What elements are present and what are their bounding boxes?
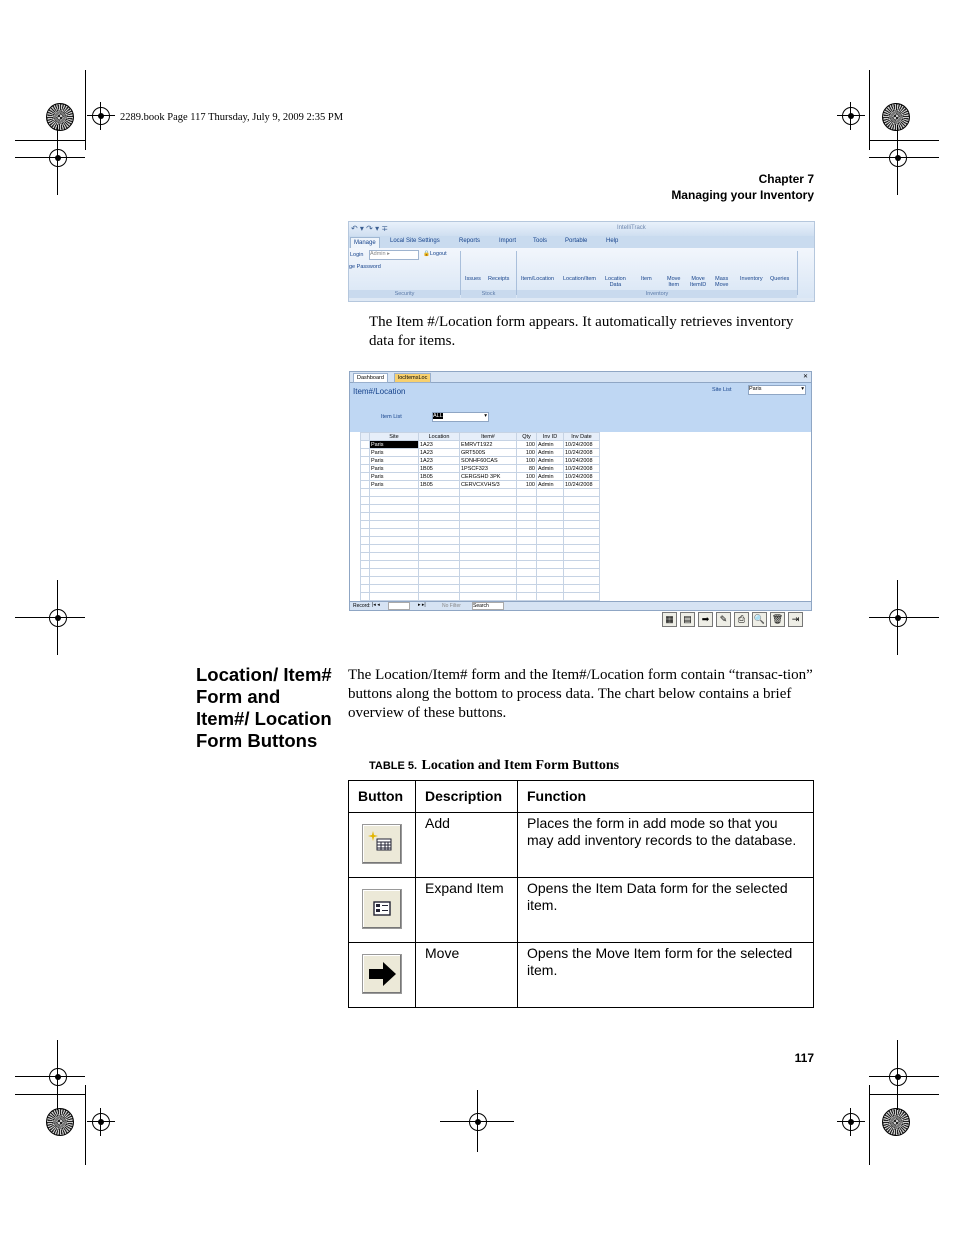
- grid-cell[interactable]: Admin: [537, 465, 564, 473]
- edit-button[interactable]: [716, 612, 731, 627]
- empty-cell: [419, 521, 460, 529]
- empty-cell: [370, 505, 419, 513]
- empty-cell: [537, 529, 564, 537]
- record-label: Record:: [353, 603, 371, 609]
- table-row[interactable]: [361, 465, 600, 473]
- chapter-title: Managing your Inventory: [671, 188, 814, 202]
- ribbon-tabs: [349, 236, 814, 248]
- table-number: TABLE 5.: [369, 760, 418, 772]
- form-tabs: [350, 372, 811, 383]
- empty-row: [361, 529, 600, 537]
- empty-cell: [361, 497, 370, 505]
- row-selector[interactable]: [361, 457, 370, 465]
- running-header: [671, 172, 814, 202]
- move-arrow-icon: ➡: [701, 614, 710, 624]
- empty-cell: [517, 561, 537, 569]
- grid-cell[interactable]: 1B05: [419, 465, 460, 473]
- item-list-label: Item List: [381, 414, 402, 420]
- empty-row: [361, 569, 600, 577]
- inventory-button[interactable]: Inventory: [740, 276, 763, 282]
- empty-cell: [517, 489, 537, 497]
- function-cell: Opens the Item Data form for the selected item.: [518, 878, 814, 943]
- chevron-down-icon: ▾: [801, 386, 804, 392]
- empty-cell: [517, 569, 537, 577]
- table-row[interactable]: [361, 481, 600, 489]
- empty-cell: [361, 489, 370, 497]
- empty-cell: [537, 577, 564, 585]
- empty-row: [361, 553, 600, 561]
- empty-cell: [564, 593, 600, 601]
- ribbon-title-bar: [349, 222, 814, 236]
- function-cell: Places the form in add mode so that you may add inventory records to the database.: [518, 813, 814, 878]
- item-location-button[interactable]: Item/Location: [521, 276, 555, 282]
- password-label: ge Password: [349, 264, 381, 270]
- table-row: [349, 878, 814, 943]
- description-cell: Move: [416, 943, 518, 1008]
- ribbon-group-inventory: Inventory: [517, 290, 797, 298]
- column-header[interactable]: Qty: [517, 433, 537, 441]
- ribbon-tab-import[interactable]: Import: [499, 238, 517, 244]
- empty-cell: [370, 489, 419, 497]
- empty-cell: [361, 561, 370, 569]
- empty-cell: [564, 537, 600, 545]
- empty-cell: [460, 537, 517, 545]
- empty-cell: [564, 513, 600, 521]
- grid-cell[interactable]: EMRVT1922: [460, 441, 517, 449]
- empty-cell: [460, 593, 517, 601]
- table-title: Location and Item Form Buttons: [421, 758, 620, 773]
- grid-cell[interactable]: Paris: [370, 457, 419, 465]
- empty-cell: [517, 545, 537, 553]
- empty-cell: [419, 577, 460, 585]
- empty-cell: [370, 497, 419, 505]
- empty-cell: [517, 497, 537, 505]
- empty-cell: [460, 489, 517, 497]
- header-button: Button: [349, 781, 416, 813]
- empty-cell: [361, 521, 370, 529]
- section-heading: Location/ Item# Form and Item#/ Location Form Buttons: [196, 664, 332, 751]
- queries-button[interactable]: Queries: [770, 276, 790, 282]
- grid-cell[interactable]: CERGSHD 3PK: [460, 473, 517, 481]
- empty-row: [361, 489, 600, 497]
- empty-cell: [361, 585, 370, 593]
- grid-cell[interactable]: SONHF60CAS: [460, 457, 517, 465]
- empty-cell: [370, 553, 419, 561]
- row-selector[interactable]: [361, 441, 370, 449]
- search-box[interactable]: Search: [472, 602, 504, 610]
- column-header[interactable]: Location: [419, 433, 460, 441]
- grid-cell[interactable]: 10/24/2008: [564, 481, 600, 489]
- tab-dashboard[interactable]: Dashboard: [353, 373, 388, 383]
- empty-row: [361, 561, 600, 569]
- row-selector[interactable]: [361, 465, 370, 473]
- empty-cell: [460, 577, 517, 585]
- trash-icon: 🗑: [771, 614, 784, 624]
- empty-row: [361, 545, 600, 553]
- empty-cell: [517, 553, 537, 561]
- grid-cell[interactable]: 10/24/2008: [564, 441, 600, 449]
- grid-cell[interactable]: Admin: [537, 457, 564, 465]
- delete-button[interactable]: [770, 612, 785, 627]
- table-row[interactable]: [361, 441, 600, 449]
- empty-cell: [564, 577, 600, 585]
- add-icon: ▦: [665, 614, 674, 624]
- site-list-label: Site List: [712, 387, 732, 393]
- empty-cell: [537, 521, 564, 529]
- table-row[interactable]: [361, 457, 600, 465]
- move-arrow-icon: [362, 954, 402, 994]
- location-data-button[interactable]: Location Data: [605, 276, 626, 288]
- empty-cell: [419, 537, 460, 545]
- empty-cell: [460, 497, 517, 505]
- chevron-down-icon: ▾: [484, 413, 487, 419]
- datasheet-header-row: [361, 433, 600, 441]
- site-list-select[interactable]: Paris ▾: [748, 385, 806, 395]
- grid-cell[interactable]: Paris: [370, 481, 419, 489]
- table-row: [349, 813, 814, 878]
- grid-cell[interactable]: CERVCXVHS/3: [460, 481, 517, 489]
- empty-cell: [460, 545, 517, 553]
- empty-cell: [564, 529, 600, 537]
- grid-cell[interactable]: 10/24/2008: [564, 473, 600, 481]
- button-cell: [349, 943, 416, 1008]
- first-record-icon[interactable]: |◂ ◂: [372, 602, 380, 608]
- lock-icon: 🔒: [423, 251, 430, 257]
- empty-cell: [517, 585, 537, 593]
- expand-item-icon: [362, 889, 402, 929]
- empty-row: [361, 537, 600, 545]
- column-header[interactable]: Inv ID: [537, 433, 564, 441]
- logout-button[interactable]: 🔒Logout: [423, 251, 447, 257]
- empty-cell: [419, 585, 460, 593]
- empty-cell: [460, 529, 517, 537]
- empty-cell: [460, 561, 517, 569]
- column-header[interactable]: Inv Date: [564, 433, 600, 441]
- empty-cell: [564, 497, 600, 505]
- grid-cell[interactable]: Paris: [370, 473, 419, 481]
- grid-cell[interactable]: 100: [517, 441, 537, 449]
- empty-cell: [564, 505, 600, 513]
- empty-cell: [419, 497, 460, 505]
- empty-row: [361, 513, 600, 521]
- empty-cell: [537, 561, 564, 569]
- grid-cell[interactable]: 1PSCF323: [460, 465, 517, 473]
- receipts-button[interactable]: Receipts: [488, 276, 510, 282]
- mass-move-button[interactable]: Mass Move: [715, 276, 729, 288]
- empty-row: [361, 577, 600, 585]
- empty-row: [361, 497, 600, 505]
- empty-cell: [460, 505, 517, 513]
- description-cell: Add: [416, 813, 518, 878]
- intro-paragraph: The Item #/Location form appears. It automatically retrieves inventory data for items.: [369, 314, 794, 349]
- empty-cell: [537, 593, 564, 601]
- empty-cell: [370, 521, 419, 529]
- login-label: Login: [350, 252, 364, 258]
- table-row[interactable]: [361, 449, 600, 457]
- column-header[interactable]: Site: [370, 433, 419, 441]
- table-row: [349, 943, 814, 1008]
- empty-cell: [537, 497, 564, 505]
- empty-cell: [537, 553, 564, 561]
- preview-button[interactable]: [752, 612, 767, 627]
- button-cell: [349, 878, 416, 943]
- grid-cell[interactable]: 100: [517, 449, 537, 457]
- empty-cell: [419, 545, 460, 553]
- item-button[interactable]: Item: [641, 276, 652, 282]
- ribbon-screenshot: [348, 221, 815, 302]
- grid-cell[interactable]: Admin: [537, 449, 564, 457]
- empty-cell: [370, 593, 419, 601]
- empty-cell: [361, 593, 370, 601]
- empty-cell: [361, 513, 370, 521]
- empty-cell: [361, 529, 370, 537]
- empty-cell: [537, 545, 564, 553]
- empty-cell: [370, 577, 419, 585]
- item-list-select[interactable]: ALL ▾: [432, 412, 489, 422]
- add-button[interactable]: [662, 612, 677, 627]
- empty-cell: [517, 505, 537, 513]
- empty-cell: [419, 489, 460, 497]
- empty-row: [361, 593, 600, 601]
- ribbon-tab-tools[interactable]: Tools: [533, 238, 548, 244]
- datasheet-grid: [350, 432, 811, 602]
- empty-cell: [537, 505, 564, 513]
- tab-locitemsloc[interactable]: locItemsLoc: [394, 373, 431, 383]
- next-record-icon[interactable]: ▸ ▸|: [418, 602, 426, 608]
- print-slug: 2289.book Page 117 Thursday, July 9, 2009 2:35 PM: [120, 112, 344, 123]
- row-selector[interactable]: [361, 473, 370, 481]
- quick-access-toolbar: ↶ ▾ ↷ ▾ ∓: [351, 224, 389, 233]
- grid-cell[interactable]: 100: [517, 473, 537, 481]
- chapter-label: Chapter 7: [758, 172, 814, 186]
- empty-cell: [419, 529, 460, 537]
- empty-cell: [460, 585, 517, 593]
- grid-cell[interactable]: Admin: [537, 473, 564, 481]
- printer-icon: ⎙: [737, 614, 746, 624]
- empty-cell: [537, 537, 564, 545]
- ribbon-group-security: Security: [349, 290, 460, 298]
- empty-cell: [537, 489, 564, 497]
- empty-cell: [564, 553, 600, 561]
- grid-cell[interactable]: Paris: [370, 449, 419, 457]
- empty-cell: [370, 545, 419, 553]
- exit-button[interactable]: [788, 612, 803, 627]
- empty-cell: [564, 545, 600, 553]
- button-cell: [349, 813, 416, 878]
- buttons-table: [348, 780, 814, 1008]
- move-itemid-button[interactable]: Move ItemID: [690, 276, 707, 288]
- empty-cell: [419, 513, 460, 521]
- ribbon-group-stock: Stock: [461, 290, 516, 298]
- form-title: Item#/Location: [353, 387, 406, 396]
- move-item-button[interactable]: Move Item: [667, 276, 681, 288]
- ribbon-tab-local-site-settings[interactable]: Local Site Settings: [390, 238, 440, 244]
- empty-cell: [370, 585, 419, 593]
- datasheet-table: [360, 432, 600, 601]
- empty-cell: [419, 569, 460, 577]
- ribbon-tab-manage[interactable]: Manage: [350, 237, 380, 249]
- login-select[interactable]: Admin ▸: [369, 250, 419, 260]
- expand-item-button[interactable]: [680, 612, 695, 627]
- table-header-row: [349, 781, 814, 813]
- print-button[interactable]: [734, 612, 749, 627]
- location-item-button[interactable]: Location/Item: [563, 276, 597, 282]
- section-paragraph: The Location/Item# form and the Item#/Location form contain “transac-tion” buttons along the bottom to process data. The chart below contains a brief overview of these buttons.: [348, 667, 813, 721]
- record-navigation-bar: [350, 601, 811, 610]
- empty-cell: [361, 577, 370, 585]
- empty-cell: [419, 505, 460, 513]
- ribbon-tab-reports[interactable]: Reports: [459, 238, 481, 244]
- transaction-buttons: [662, 612, 807, 628]
- ribbon-tab-help[interactable]: Help: [606, 238, 619, 244]
- issues-button[interactable]: Issues: [465, 276, 481, 282]
- column-header[interactable]: Item#: [460, 433, 517, 441]
- empty-cell: [517, 577, 537, 585]
- empty-cell: [564, 569, 600, 577]
- item-location-form-screenshot: [349, 371, 812, 611]
- grid-cell[interactable]: 10/24/2008: [564, 457, 600, 465]
- preview-icon: 🔍: [753, 614, 766, 624]
- empty-cell: [564, 561, 600, 569]
- empty-cell: [370, 537, 419, 545]
- empty-cell: [517, 521, 537, 529]
- grid-cell[interactable]: 1A23: [419, 457, 460, 465]
- empty-cell: [537, 585, 564, 593]
- empty-cell: [460, 513, 517, 521]
- empty-cell: [537, 513, 564, 521]
- grid-cell[interactable]: Admin: [537, 481, 564, 489]
- empty-cell: [419, 561, 460, 569]
- empty-cell: [517, 593, 537, 601]
- app-title: IntelliTrack: [617, 225, 646, 231]
- empty-row: [361, 505, 600, 513]
- header-description: Description: [416, 781, 518, 813]
- row-selector-header[interactable]: [361, 433, 370, 441]
- record-number-field[interactable]: [388, 602, 410, 610]
- grid-cell[interactable]: 1A23: [419, 441, 460, 449]
- empty-cell: [564, 521, 600, 529]
- exit-icon: ⇥: [791, 614, 800, 624]
- table-row[interactable]: [361, 473, 600, 481]
- grid-cell[interactable]: Paris: [370, 441, 419, 449]
- empty-row: [361, 521, 600, 529]
- empty-cell: [370, 529, 419, 537]
- empty-cell: [419, 553, 460, 561]
- form-header: [350, 383, 811, 432]
- empty-cell: [361, 569, 370, 577]
- grid-cell[interactable]: 1B05: [419, 473, 460, 481]
- grid-cell[interactable]: 10/24/2008: [564, 449, 600, 457]
- move-button[interactable]: [698, 612, 713, 627]
- grid-cell[interactable]: 10/24/2008: [564, 465, 600, 473]
- empty-cell: [517, 529, 537, 537]
- empty-cell: [460, 553, 517, 561]
- empty-cell: [361, 537, 370, 545]
- empty-cell: [537, 569, 564, 577]
- grid-cell[interactable]: 100: [517, 457, 537, 465]
- row-selector[interactable]: [361, 481, 370, 489]
- empty-cell: [564, 585, 600, 593]
- no-filter-indicator[interactable]: No Filter: [442, 603, 461, 609]
- add-icon: [362, 824, 402, 864]
- expand-item-icon: ▤: [683, 614, 692, 624]
- empty-cell: [517, 513, 537, 521]
- grid-cell[interactable]: 100: [517, 481, 537, 489]
- function-cell: Opens the Move Item form for the selected item.: [518, 943, 814, 1008]
- empty-cell: [460, 569, 517, 577]
- grid-cell[interactable]: 80: [517, 465, 537, 473]
- empty-row: [361, 585, 600, 593]
- grid-cell[interactable]: Admin: [537, 441, 564, 449]
- empty-cell: [361, 545, 370, 553]
- empty-cell: [517, 537, 537, 545]
- empty-cell: [564, 489, 600, 497]
- empty-cell: [370, 513, 419, 521]
- close-icon[interactable]: ✕: [802, 374, 808, 380]
- description-cell: Expand Item: [416, 878, 518, 943]
- grid-cell[interactable]: 1A23: [419, 449, 460, 457]
- ribbon-tab-portable[interactable]: Portable: [565, 238, 588, 244]
- grid-cell[interactable]: 1B05: [419, 481, 460, 489]
- page-number: 117: [794, 1051, 814, 1065]
- table-caption: [369, 756, 619, 774]
- empty-cell: [361, 553, 370, 561]
- empty-cell: [361, 505, 370, 513]
- grid-cell[interactable]: GRT500S: [460, 449, 517, 457]
- grid-cell[interactable]: Paris: [370, 465, 419, 473]
- ribbon-body: [349, 248, 814, 298]
- empty-cell: [370, 569, 419, 577]
- empty-cell: [460, 521, 517, 529]
- empty-cell: [370, 561, 419, 569]
- row-selector[interactable]: [361, 449, 370, 457]
- empty-cell: [419, 593, 460, 601]
- header-function: Function: [518, 781, 814, 813]
- edit-icon: ✎: [719, 614, 728, 624]
